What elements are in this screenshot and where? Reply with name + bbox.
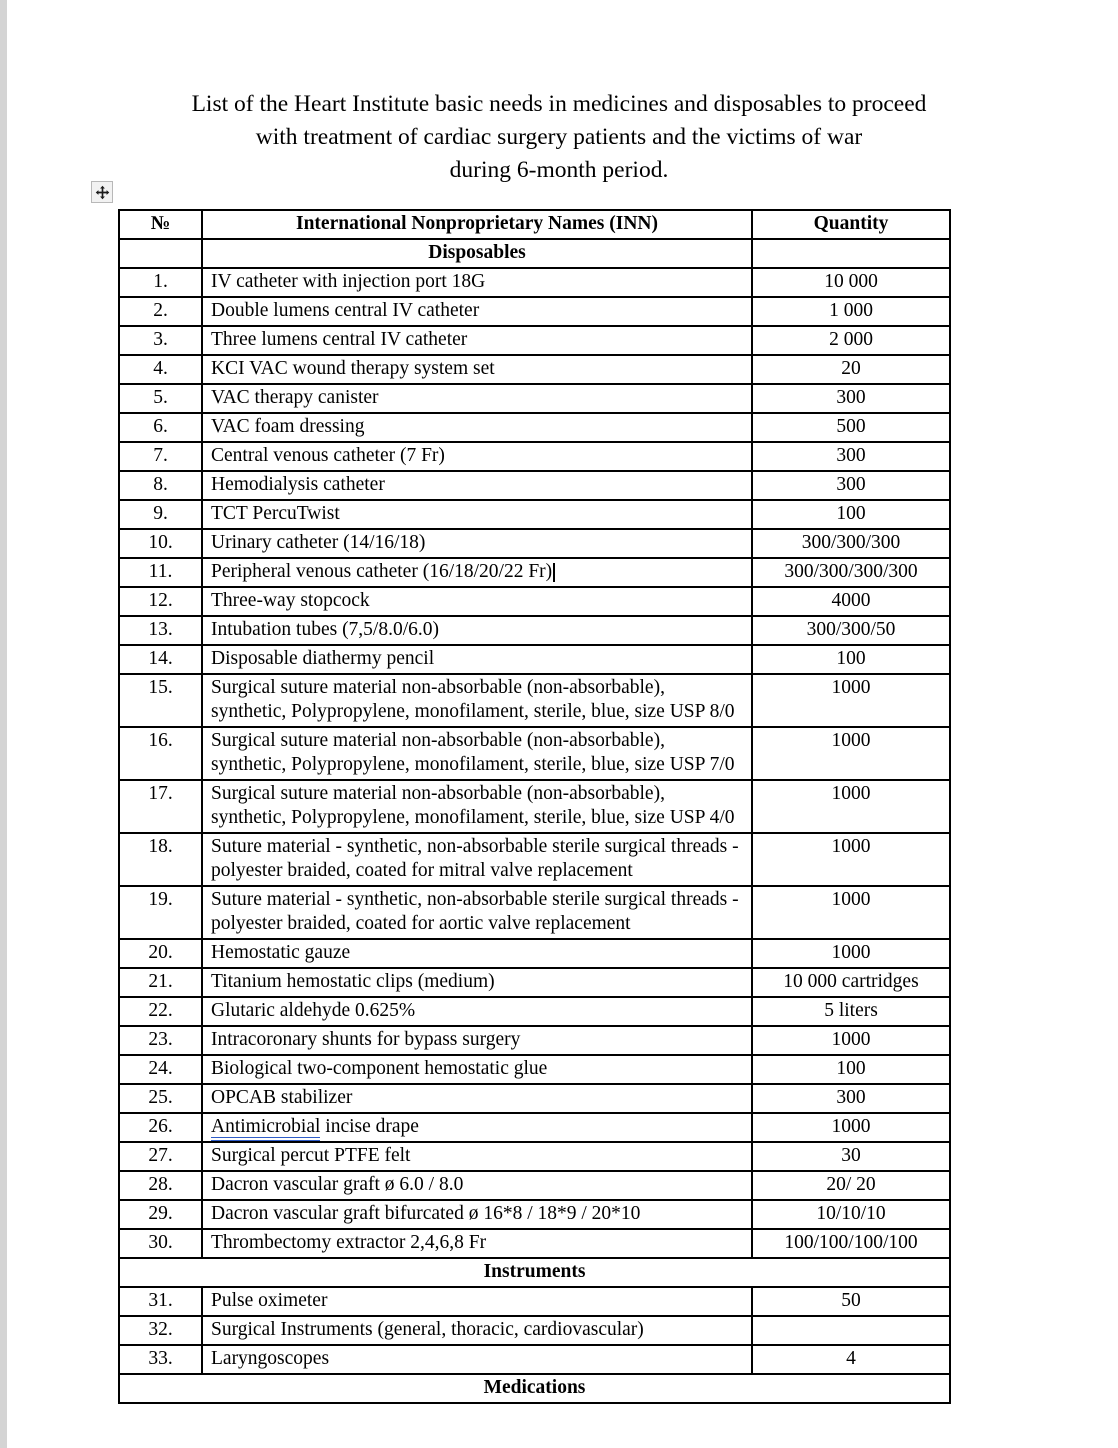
row-number: 8. bbox=[119, 471, 202, 500]
page-left-edge bbox=[0, 0, 7, 1448]
section-label: Instruments bbox=[119, 1258, 950, 1287]
row-number: 6. bbox=[119, 413, 202, 442]
item-quantity: 1000 bbox=[752, 886, 950, 939]
item-name: Laryngoscopes bbox=[202, 1345, 752, 1374]
item-name: Titanium hemostatic clips (medium) bbox=[202, 968, 752, 997]
section-label: Medications bbox=[119, 1374, 950, 1403]
item-name: VAC foam dressing bbox=[202, 413, 752, 442]
table-row bbox=[119, 727, 950, 780]
row-number: 23. bbox=[119, 1026, 202, 1055]
item-name: Surgical Instruments (general, thoracic, cardiovascular) bbox=[202, 1316, 752, 1345]
item-quantity: 300 bbox=[752, 384, 950, 413]
table-row bbox=[119, 1345, 950, 1374]
item-name: Double lumens central IV catheter bbox=[202, 297, 752, 326]
item-name: TCT PercuTwist bbox=[202, 500, 752, 529]
item-name: Hemostatic gauze bbox=[202, 939, 752, 968]
row-number: 14. bbox=[119, 645, 202, 674]
row-number: 15. bbox=[119, 674, 202, 727]
item-name: Surgical suture material non-absorbable (non-absorbable), synthetic, Polypropylene, monofilament, sterile, blue, size USP 8/0 bbox=[202, 674, 752, 727]
item-name: Suture material - synthetic, non-absorbable sterile surgical threads - polyester braided, coated for aortic valve replacement bbox=[202, 886, 752, 939]
item-quantity: 300 bbox=[752, 442, 950, 471]
item-quantity: 1000 bbox=[752, 939, 950, 968]
table-row bbox=[119, 587, 950, 616]
table-row bbox=[119, 780, 950, 833]
table-row bbox=[119, 1200, 950, 1229]
row-number: 3. bbox=[119, 326, 202, 355]
table-row bbox=[119, 1171, 950, 1200]
item-quantity: 300/300/300 bbox=[752, 529, 950, 558]
item-quantity: 10/10/10 bbox=[752, 1200, 950, 1229]
table-row bbox=[119, 616, 950, 645]
table-row bbox=[119, 1113, 950, 1142]
row-number: 21. bbox=[119, 968, 202, 997]
item-name: Intracoronary shunts for bypass surgery bbox=[202, 1026, 752, 1055]
text-cursor bbox=[553, 563, 555, 582]
item-name: Surgical suture material non-absorbable (non-absorbable), synthetic, Polypropylene, monofilament, sterile, blue, size USP 4/0 bbox=[202, 780, 752, 833]
item-name: Intubation tubes (7,5/8.0/6.0) bbox=[202, 616, 752, 645]
item-name: Dacron vascular graft ø 6.0 / 8.0 bbox=[202, 1171, 752, 1200]
item-quantity: 2 000 bbox=[752, 326, 950, 355]
header-name: International Nonproprietary Names (INN) bbox=[202, 210, 752, 239]
row-number: 27. bbox=[119, 1142, 202, 1171]
item-quantity: 1 000 bbox=[752, 297, 950, 326]
title-line-1: List of the Heart Institute basic needs in medicines and disposables to proceed bbox=[191, 91, 927, 117]
row-number: 28. bbox=[119, 1171, 202, 1200]
row-number: 13. bbox=[119, 616, 202, 645]
row-number: 2. bbox=[119, 297, 202, 326]
item-name: Dacron vascular graft bifurcated ø 16*8 / 18*9 / 20*10 bbox=[202, 1200, 752, 1229]
item-name: Surgical suture material non-absorbable (non-absorbable), synthetic, Polypropylene, monofilament, sterile, blue, size USP 7/0 bbox=[202, 727, 752, 780]
row-number: 32. bbox=[119, 1316, 202, 1345]
row-number: 33. bbox=[119, 1345, 202, 1374]
table-header-row bbox=[119, 210, 950, 239]
row-number: 22. bbox=[119, 997, 202, 1026]
item-quantity: 300/300/300/300 bbox=[752, 558, 950, 587]
item-quantity: 10 000 bbox=[752, 268, 950, 297]
title-line-3: during 6-month period. bbox=[449, 157, 669, 183]
item-name: VAC therapy canister bbox=[202, 384, 752, 413]
item-quantity: 100 bbox=[752, 1055, 950, 1084]
table-row bbox=[119, 413, 950, 442]
table-row bbox=[119, 297, 950, 326]
item-quantity bbox=[752, 1316, 950, 1345]
item-name: Biological two-component hemostatic glue bbox=[202, 1055, 752, 1084]
item-quantity: 1000 bbox=[752, 1026, 950, 1055]
table-move-handle[interactable] bbox=[91, 181, 113, 203]
table-row bbox=[119, 674, 950, 727]
item-name: Hemodialysis catheter bbox=[202, 471, 752, 500]
item-name: Surgical percut PTFE felt bbox=[202, 1142, 752, 1171]
item-name: IV catheter with injection port 18G bbox=[202, 268, 752, 297]
table-row bbox=[119, 471, 950, 500]
item-quantity: 100 bbox=[752, 500, 950, 529]
row-number: 16. bbox=[119, 727, 202, 780]
title-line-2: with treatment of cardiac surgery patients and the victims of war bbox=[255, 124, 863, 150]
table-row bbox=[119, 1084, 950, 1113]
row-number: 20. bbox=[119, 939, 202, 968]
table-row bbox=[119, 968, 950, 997]
item-quantity: 100 bbox=[752, 645, 950, 674]
row-number: 1. bbox=[119, 268, 202, 297]
row-number: 10. bbox=[119, 529, 202, 558]
grammar-underlined-word: Antimicrobial bbox=[211, 1116, 320, 1141]
item-name: Antimicrobial incise drape bbox=[202, 1113, 752, 1142]
table-row bbox=[119, 500, 950, 529]
item-name: Glutaric aldehyde 0.625% bbox=[202, 997, 752, 1026]
row-number: 24. bbox=[119, 1055, 202, 1084]
row-number: 25. bbox=[119, 1084, 202, 1113]
item-quantity: 1000 bbox=[752, 780, 950, 833]
table-row bbox=[119, 355, 950, 384]
item-name: Pulse oximeter bbox=[202, 1287, 752, 1316]
item-quantity: 4000 bbox=[752, 587, 950, 616]
item-quantity: 5 liters bbox=[752, 997, 950, 1026]
item-name: Thrombectomy extractor 2,4,6,8 Fr bbox=[202, 1229, 752, 1258]
row-number: 17. bbox=[119, 780, 202, 833]
table-row bbox=[119, 645, 950, 674]
item-name: OPCAB stabilizer bbox=[202, 1084, 752, 1113]
table-row bbox=[119, 939, 950, 968]
subheader-label: Disposables bbox=[202, 239, 752, 268]
item-name: KCI VAC wound therapy system set bbox=[202, 355, 752, 384]
table-row bbox=[119, 268, 950, 297]
subheader-empty-number-cell bbox=[119, 239, 202, 268]
item-quantity: 1000 bbox=[752, 1113, 950, 1142]
table-row bbox=[119, 886, 950, 939]
table-row bbox=[119, 442, 950, 471]
table-row bbox=[119, 1142, 950, 1171]
row-number: 7. bbox=[119, 442, 202, 471]
row-number: 12. bbox=[119, 587, 202, 616]
table-row bbox=[119, 1055, 950, 1084]
table-row bbox=[119, 1316, 950, 1345]
item-quantity: 1000 bbox=[752, 727, 950, 780]
item-name: Urinary catheter (14/16/18) bbox=[202, 529, 752, 558]
item-name: Peripheral venous catheter (16/18/20/22 Fr) bbox=[202, 558, 752, 587]
row-number: 18. bbox=[119, 833, 202, 886]
row-number: 29. bbox=[119, 1200, 202, 1229]
item-quantity: 30 bbox=[752, 1142, 950, 1171]
item-quantity: 20/ 20 bbox=[752, 1171, 950, 1200]
row-number: 31. bbox=[119, 1287, 202, 1316]
item-quantity: 50 bbox=[752, 1287, 950, 1316]
item-quantity: 100/100/100/100 bbox=[752, 1229, 950, 1258]
table-row bbox=[119, 1287, 950, 1316]
row-number: 30. bbox=[119, 1229, 202, 1258]
table-row bbox=[119, 384, 950, 413]
row-number: 26. bbox=[119, 1113, 202, 1142]
item-name: Central venous catheter (7 Fr) bbox=[202, 442, 752, 471]
inn-table-body bbox=[119, 239, 950, 1403]
table-row bbox=[119, 833, 950, 886]
table-row bbox=[119, 997, 950, 1026]
header-number: № bbox=[119, 210, 202, 239]
table-row bbox=[119, 558, 950, 587]
inn-table bbox=[118, 209, 951, 1404]
item-quantity: 4 bbox=[752, 1345, 950, 1374]
table-row bbox=[119, 529, 950, 558]
document-title bbox=[0, 88, 1118, 187]
table-section-row bbox=[119, 1258, 950, 1287]
table-row bbox=[119, 326, 950, 355]
item-name: Disposable diathermy pencil bbox=[202, 645, 752, 674]
row-number: 19. bbox=[119, 886, 202, 939]
row-number: 11. bbox=[119, 558, 202, 587]
item-name: Suture material - synthetic, non-absorbable sterile surgical threads - polyester braided, coated for mitral valve replacement bbox=[202, 833, 752, 886]
item-quantity: 500 bbox=[752, 413, 950, 442]
subheader-empty-quantity-cell bbox=[752, 239, 950, 268]
row-number: 4. bbox=[119, 355, 202, 384]
item-quantity: 300 bbox=[752, 471, 950, 500]
move-cross-icon bbox=[95, 185, 110, 200]
item-quantity: 20 bbox=[752, 355, 950, 384]
table-row bbox=[119, 1229, 950, 1258]
item-quantity: 300/300/50 bbox=[752, 616, 950, 645]
table-section-row bbox=[119, 239, 950, 268]
header-quantity: Quantity bbox=[752, 210, 950, 239]
item-quantity: 10 000 cartridges bbox=[752, 968, 950, 997]
item-name: Three lumens central IV catheter bbox=[202, 326, 752, 355]
table-section-row bbox=[119, 1374, 950, 1403]
row-number: 9. bbox=[119, 500, 202, 529]
table-row bbox=[119, 1026, 950, 1055]
item-quantity: 1000 bbox=[752, 674, 950, 727]
row-number: 5. bbox=[119, 384, 202, 413]
item-quantity: 1000 bbox=[752, 833, 950, 886]
item-name: Three-way stopcock bbox=[202, 587, 752, 616]
item-quantity: 300 bbox=[752, 1084, 950, 1113]
